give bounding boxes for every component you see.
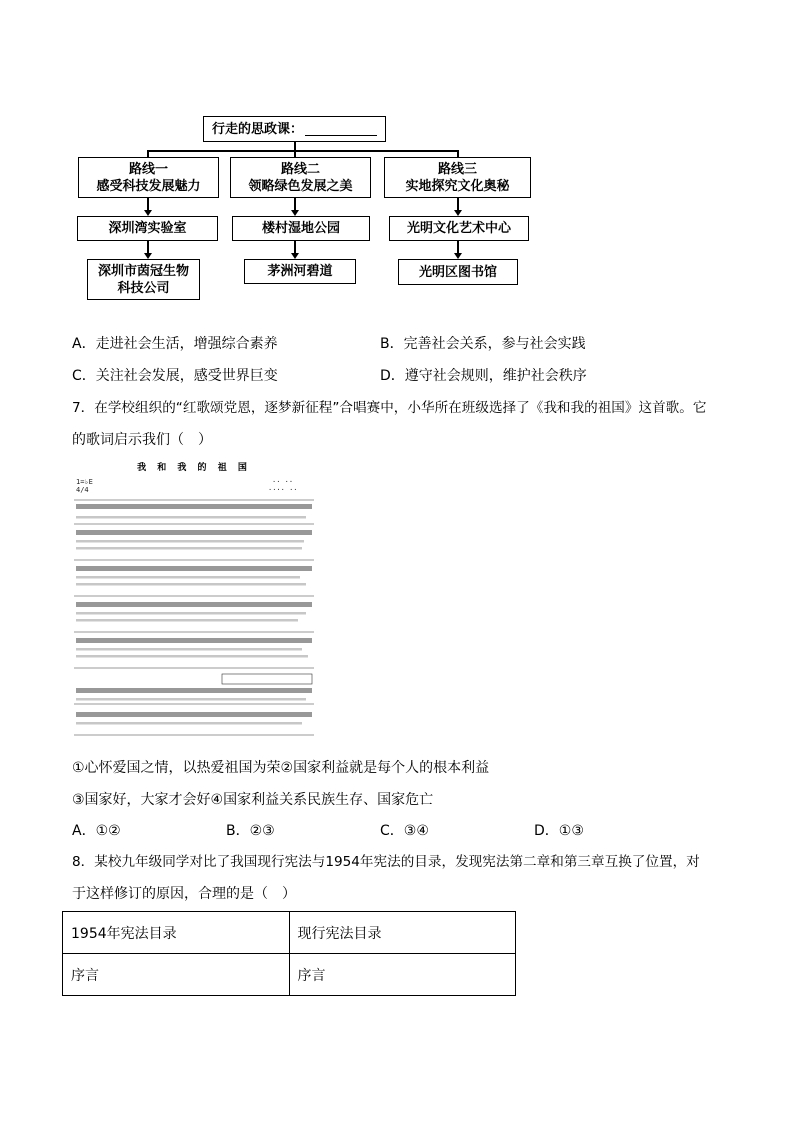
- route2-stop1: 楼村湿地公园: [232, 216, 370, 241]
- route1-label: 路线一: [128, 161, 168, 177]
- arrow-line: [147, 198, 149, 210]
- score-notation-graphic: [72, 460, 316, 745]
- q6-option-d: D．遵守社会规则，维护社会秩序: [380, 368, 587, 384]
- route2-theme: 领略绿色发展之美: [248, 178, 353, 194]
- route1-theme: 感受科技发展魅力: [96, 178, 201, 194]
- q6-option-b: B．完善社会关系，参与社会实践: [380, 336, 586, 352]
- svg-text:4/4: 4/4: [76, 486, 89, 494]
- sheet-music-image: [72, 460, 316, 745]
- q6-option-c: C．关注社会发展，感受世界巨变: [72, 368, 278, 384]
- arrow-line: [457, 241, 459, 253]
- connector-route3: [457, 150, 459, 157]
- q6-option-a: A．走进社会生活，增强综合素养: [72, 336, 278, 352]
- q7-stem-line2: 的歌词启示我们（ ）: [72, 432, 212, 448]
- table-header-row: [63, 912, 516, 954]
- q7-option-c: C．③④: [380, 823, 429, 839]
- score-title: 我 和 我 的 祖 国: [137, 463, 251, 473]
- arrow-line: [147, 241, 149, 253]
- arrow-line: [294, 241, 296, 253]
- q7-stem-line1: 7．在学校组织的“红歌颂党恩，逐梦新征程”合唱赛中，小华所在班级选择了《我和我的祖国》这首歌。它: [72, 400, 707, 416]
- table-row: [63, 954, 516, 996]
- route2-stop2: 茅洲河碧道: [244, 259, 356, 284]
- route1-stop2-line2: 科技公司: [117, 280, 170, 296]
- q7-statements-line2: ③国家好，大家才会好④国家利益关系民族生存、国家危亡: [72, 792, 434, 808]
- route3-label: 路线三: [437, 161, 477, 177]
- diagram-title-box: [203, 116, 386, 142]
- q8-stem-line2: 于这样修订的原因，合理的是（ ）: [72, 886, 296, 902]
- answer-blank: [305, 123, 377, 136]
- route3-stop1: 光明文化艺术中心: [389, 216, 529, 241]
- svg-text:1=♭E: 1=♭E: [76, 478, 93, 486]
- table-header-cell: 现行宪法目录: [289, 912, 516, 954]
- route2-box: [230, 157, 371, 198]
- q7-option-b: B．②③: [226, 823, 275, 839]
- table-cell: 序言: [289, 954, 516, 996]
- route3-box: [384, 157, 531, 198]
- route1-stop1: 深圳湾实验室: [77, 216, 218, 241]
- diagram-title: 行走的思政课：: [212, 121, 304, 137]
- table-header-cell: 1954年宪法目录: [63, 912, 290, 954]
- q7-option-d: D．①③: [534, 823, 584, 839]
- q8-stem-line1: 8．某校九年级同学对比了我国现行宪法与1954年宪法的目录，发现宪法第二章和第三章互换了位置，对: [72, 854, 700, 870]
- route3-stop2: 光明区图书馆: [398, 259, 518, 285]
- svg-text:·· ··: ·· ··: [272, 478, 294, 486]
- route2-label: 路线二: [280, 161, 320, 177]
- connector-route1: [147, 150, 149, 157]
- connector-route2: [294, 150, 296, 157]
- route3-theme: 实地探究文化奥秘: [405, 178, 510, 194]
- route1-box: [78, 157, 219, 198]
- arrow-line: [294, 198, 296, 210]
- q7-statements-line1: ①心怀爱国之情，以热爱祖国为荣②国家利益就是每个人的根本利益: [72, 760, 490, 776]
- route1-stop2-line1: 深圳市茵冠生物: [97, 263, 189, 279]
- connector-horizontal: [147, 150, 458, 152]
- route1-stop2: [87, 259, 200, 300]
- table-cell: 序言: [63, 954, 290, 996]
- svg-text:···· ··: ···· ··: [268, 486, 298, 494]
- q7-option-a: A．①②: [72, 823, 121, 839]
- arrow-line: [457, 198, 459, 210]
- constitution-toc-table: [62, 911, 516, 996]
